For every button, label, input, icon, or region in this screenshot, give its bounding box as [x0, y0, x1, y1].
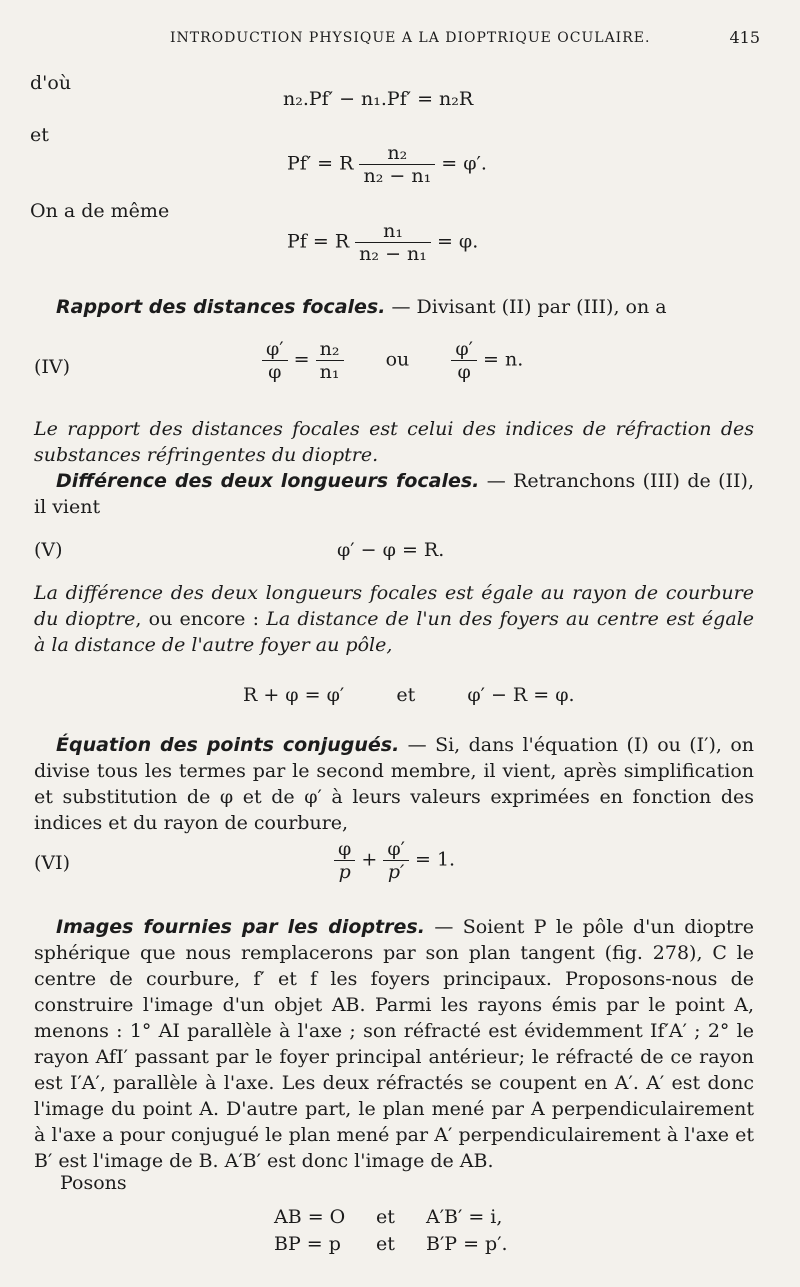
paragraph-equation — [34, 732, 754, 836]
text-et: et — [30, 124, 49, 146]
eq-vi-f2-den: p′ — [387, 861, 405, 883]
eq-iv-fraction-2 — [316, 338, 344, 383]
eq2-numerator: n₂ — [359, 142, 435, 165]
eq-vi-rhs: = 1. — [415, 848, 456, 871]
heading-rapport: Rapport des distances focales. — [56, 296, 386, 318]
eq-iv-f3-num: φ′ — [451, 338, 477, 361]
eq-iv-f2-num: n₂ — [316, 338, 344, 361]
eq-vi-f2-num: φ′ — [383, 838, 409, 861]
equation-1: n₂.Pf′ − n₁.Pf′ = n₂R — [283, 88, 474, 110]
text-rapport: — Divisant (II) par (III), on a — [385, 296, 667, 318]
equation-v: φ′ − φ = R. — [337, 539, 445, 561]
heading-images: Images fournies par les dioptres. — [56, 916, 425, 938]
paragraph-images — [34, 914, 754, 1174]
eq2-denominator: n₂ − n₁ — [363, 165, 432, 187]
eq-vi-fraction-1 — [334, 838, 355, 883]
eq-vi-fraction-2 — [383, 838, 409, 883]
equation-label-vi: (VI) — [34, 852, 71, 874]
paragraph-difference — [34, 468, 754, 520]
eq3-denominator: n₂ − n₁ — [359, 243, 427, 265]
eq-iv-ou: ou — [385, 348, 410, 371]
eq-iv-f1-num: φ′ — [262, 338, 288, 361]
definition-row-1-left: AB = O — [274, 1206, 346, 1228]
definition-row-2-left: BP = p — [274, 1233, 341, 1255]
eq3-fraction — [355, 220, 431, 265]
eq3-numerator: n₁ — [355, 220, 431, 243]
eq-v-derived-a: R + φ = φ′ — [243, 684, 345, 706]
text-equation: — Si, dans l'équation (I) ou (I′), on divise tous les termes par le second membre, il vient, après simplification et substitution de φ et de φ′ à leurs valeurs exprimées en fonction des indices et du rayon de courbure, — [34, 734, 755, 834]
heading-difference: Différence des deux longueurs focales. — [56, 470, 480, 492]
statement-difference-plain: , ou encore : — [135, 608, 267, 630]
equation-label-iv: (IV) — [34, 356, 71, 378]
eq3-right: = φ. — [436, 230, 479, 253]
paragraph-difference-statement — [34, 580, 754, 658]
eq-v-derived-et: et — [396, 684, 416, 706]
equation-3 — [287, 220, 478, 265]
page-number: 415 — [729, 28, 760, 47]
text-dou: d'où — [30, 72, 72, 94]
eq-iv-fraction-1 — [262, 338, 288, 383]
eq2-fraction — [359, 142, 435, 187]
text-images: — Soient P le pôle d'un dioptre sphérique que nous remplacerons par son plan tangent (fig. 278), C le centre de courbure, f′ et f les foyers principaux. Proposons-nous de construire l'image d'un objet AB. Parmi les rayons émis par le point A, menons : 1° AI parallèle à l'axe ; son réfracté est évidemment If′A′ ; 2° le rayon AfI′ passant par le foyer principal antérieur; le réfracté de ce rayon est I′A′, parallèle à l'axe. Les deux réfractés se coupent en A′. A′ est donc l'image du point A. D'autre part, le plan mené par A perpendiculairement à l'axe a pour conjugué le plan mené par A′ perpendiculairement à l'axe et B′ est l'image de B. A′B′ est donc l'image de AB. — [34, 916, 754, 1172]
definition-row-1-et: et — [376, 1206, 395, 1228]
eq-iv-f2-den: n₁ — [319, 361, 340, 383]
eq-vi-f1-num: φ — [334, 838, 355, 861]
eq2-right: = φ′. — [441, 152, 487, 175]
equation-iv — [262, 338, 523, 383]
definition-row-1-right: A′B′ = i, — [426, 1206, 503, 1228]
equation-label-v: (V) — [34, 539, 63, 561]
equation-vi — [334, 838, 455, 883]
eq-vi-f1-den: p — [338, 861, 351, 883]
eq-iv-rhs: = n. — [483, 348, 524, 371]
eq-iv-fraction-3 — [451, 338, 477, 383]
heading-equation: Équation des points conjugués. — [56, 734, 400, 756]
equation-v-derived — [243, 684, 575, 706]
eq2-left: Pf′ = R — [287, 152, 354, 175]
statement-difference-2: La distance de l'un des foyers au centre est égale à la distance de l'autre foyer au pôle, — [34, 608, 754, 656]
definition-row-2-et: et — [376, 1233, 395, 1255]
eq-vi-plus: + — [361, 848, 378, 871]
running-header: INTRODUCTION PHYSIQUE A LA DIOPTRIQUE OCULAIRE. — [170, 30, 651, 46]
eq-iv-f1-den: φ — [268, 361, 282, 383]
text-on-a-de-meme: On a de même — [30, 200, 170, 222]
text-posons: Posons — [60, 1172, 127, 1194]
statement-rapport — [34, 416, 754, 468]
text-difference: — Retranchons (III) de (II), il vient — [34, 470, 754, 518]
equation-2 — [287, 142, 487, 187]
eq-v-derived-b: φ′ − R = φ. — [467, 684, 575, 706]
eq-iv-f3-den: φ — [457, 361, 471, 383]
eq3-left: Pf = R — [287, 230, 350, 253]
eq-iv-equals: = — [293, 348, 310, 371]
definition-row-2-right: B′P = p′. — [426, 1233, 508, 1255]
paragraph-rapport — [34, 294, 754, 320]
statement-rapport-text: Le rapport des distances focales est celui des indices de réfraction des substances réfringentes du dioptre. — [34, 418, 754, 466]
statement-difference-1: La différence des deux longueurs focales est égale au rayon de courbure du dioptre — [34, 582, 754, 630]
